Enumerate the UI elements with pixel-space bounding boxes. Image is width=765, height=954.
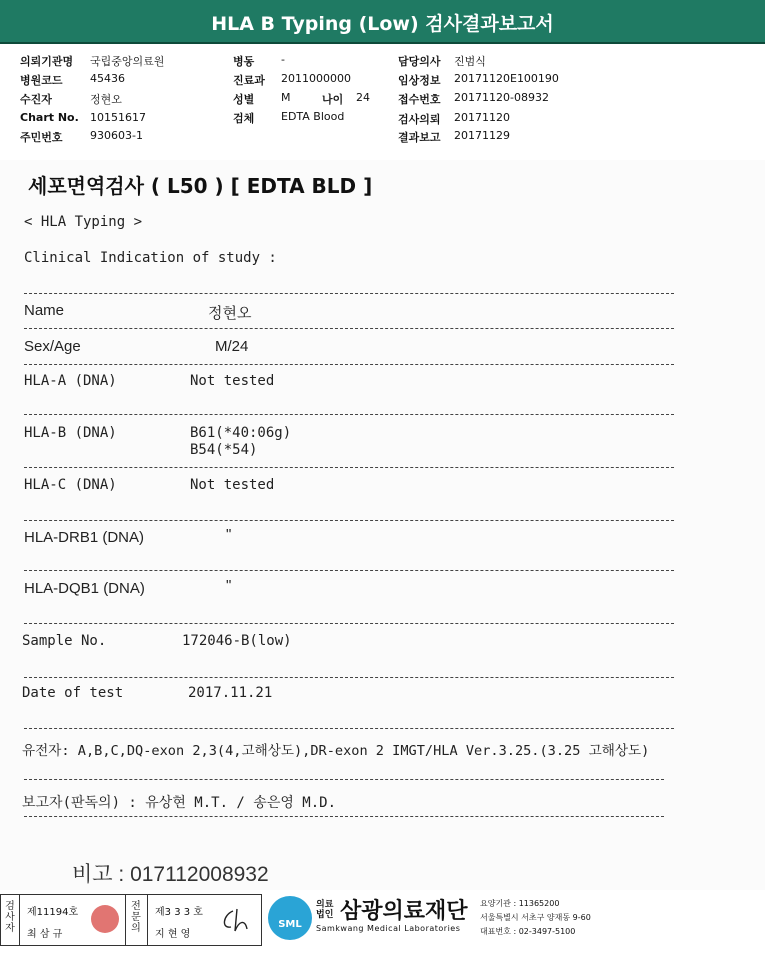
request-date-field: 검사의뢰 20171120 — [398, 111, 510, 126]
divider — [24, 623, 674, 624]
org-english-name: Samkwang Medical Laboratories — [316, 924, 461, 933]
row-value-hla-drb1: " — [226, 526, 232, 543]
row-value-hla-b: B61(*40:06g) — [190, 425, 292, 441]
row-value-hla-dqb1: " — [226, 577, 232, 594]
specialist-license: 제3 3 3 호 — [155, 907, 203, 918]
divider — [24, 779, 664, 780]
row-label-hla-b: HLA-B (DNA) — [24, 425, 117, 441]
test-heading: 세포면역검사 ( L50 ) [ EDTA BLD ] — [28, 174, 373, 198]
tester-seal — [91, 905, 119, 933]
specimen-field: 검체 EDTA Blood — [233, 110, 345, 125]
remark-text: 비고 : 017112008932 — [72, 863, 269, 886]
divider — [24, 293, 674, 294]
row-value-hla-b-2: B54(*54) — [190, 442, 258, 458]
divider — [24, 570, 674, 571]
row-label-hla-c: HLA-C (DNA) — [24, 477, 117, 493]
report-date-field: 결과보고 20171129 — [398, 129, 510, 144]
hospital-field: 의뢰기관명 국립중앙의료원 — [20, 55, 165, 68]
row-label-date: Date of test — [22, 685, 124, 701]
divider — [24, 467, 674, 468]
row-value-sample-no: 172046-B(low) — [182, 633, 292, 649]
row-value-date: 2017.11.21 — [188, 685, 273, 701]
divider — [24, 414, 674, 415]
specialist-label: 전문의 — [131, 901, 141, 934]
tester-license: 제11194호 — [27, 907, 79, 918]
row-label-hla-drb1: HLA-DRB1 (DNA) — [24, 529, 145, 546]
row-label-hla-dqb1: HLA-DQB1 (DNA) — [24, 580, 145, 597]
divider — [24, 816, 664, 817]
resident-no-field: 주민번호 930603-1 — [20, 129, 143, 144]
signature-icon — [219, 905, 255, 935]
report-title: HLA B Typing (Low) 검사결과보고서 — [0, 0, 765, 44]
footer — [0, 890, 765, 954]
row-value-name: 정현오 — [208, 305, 252, 322]
dept-field: 진료과 2011000000 — [233, 72, 351, 87]
divider — [19, 895, 20, 945]
row-label-name: Name — [24, 302, 65, 319]
sex-field: 성별 M — [233, 91, 291, 106]
receipt-no-field: 접수번호 20171120-08932 — [398, 91, 549, 106]
org-name: 삼광의료재단 — [340, 899, 468, 924]
row-label-sample-no: Sample No. — [22, 633, 107, 649]
tester-label: 검사자 — [5, 901, 15, 934]
doctor-field: 담당의사 진범식 — [398, 55, 486, 68]
row-label-hla-a: HLA-A (DNA) — [24, 373, 117, 389]
row-value-sex-age: M/24 — [215, 338, 249, 355]
divider — [24, 328, 674, 329]
chart-no-field: Chart No. 10151617 — [20, 111, 146, 124]
divider — [147, 895, 148, 945]
divider — [24, 520, 674, 521]
method-text: 유전자: A,B,C,DQ-exon 2,3(4,고해상도),DR-exon 2 IMGT/HLA Ver.3.25.(3.25 고해상도) — [22, 743, 650, 759]
signature-box — [0, 894, 262, 946]
divider — [24, 728, 674, 729]
scanned-report — [0, 160, 765, 890]
row-value-hla-c: Not tested — [190, 477, 275, 493]
divider — [24, 677, 674, 678]
patient-field: 수진자 정현오 — [20, 93, 122, 106]
row-value-hla-a: Not tested — [190, 373, 275, 389]
org-phone: 대표번호 : 02-3497-5100 — [480, 927, 576, 936]
sml-logo-icon: SML — [268, 896, 312, 940]
specialist-name: 지 현 영 — [155, 929, 191, 940]
section-title: < HLA Typing > — [24, 214, 143, 230]
org-address: 서울특별시 서초구 양재동 9-60 — [480, 913, 591, 922]
tester-name: 최 삼 규 — [27, 929, 63, 940]
license-no: 요양기관 : 11365200 — [480, 899, 560, 908]
clinical-indication: Clinical Indication of study : — [24, 250, 277, 266]
reporter-text: 보고자(판독의) : 유상현 M.T. / 송은영 M.D. — [22, 795, 337, 811]
clinical-info-field: 임상정보 20171120E100190 — [398, 72, 559, 87]
divider — [24, 364, 674, 365]
hospital-code-field: 병원코드 45436 — [20, 72, 125, 87]
divider — [125, 895, 126, 945]
patient-info-header — [0, 44, 765, 161]
age-field: 나이 24 — [322, 91, 370, 106]
row-label-sex-age: Sex/Age — [24, 338, 81, 355]
ward-field: 병동 - — [233, 53, 285, 68]
org-type: 의료법인 — [316, 900, 334, 920]
